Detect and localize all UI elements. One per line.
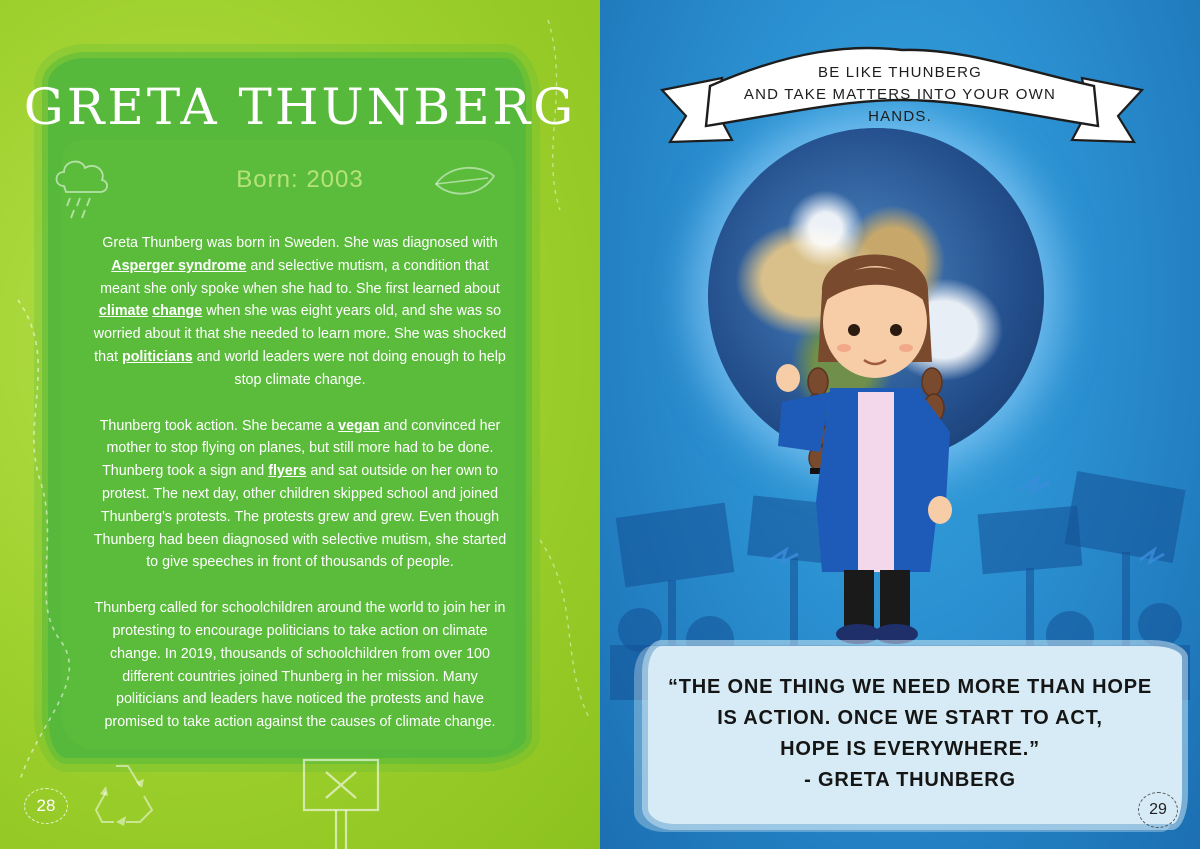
- quote: [660, 672, 1160, 796]
- text-run: when she was eight years old, and she was so worried about it that she needed to learn more. She was shocked that: [93, 303, 507, 365]
- recycle-icon: [86, 752, 166, 832]
- text-run: and world leaders were not doing enough to help stop climate change.: [192, 348, 506, 388]
- paragraph-1: [90, 232, 510, 392]
- glossary-link-asperger[interactable]: Asperger syndrome: [111, 257, 247, 274]
- page-number-right: 29: [1138, 792, 1178, 828]
- text-run: Thunberg took action. She became a: [99, 417, 339, 434]
- banner-line-1: BE LIKE THUNBERG: [818, 64, 982, 81]
- quote-line-2: IS ACTION. ONCE WE START TO ACT,: [717, 707, 1103, 729]
- paragraph-3: Thunberg called for schoolchildren around the world to join her in protesting to encourage politicians to take action on climate change. In 2019, thousands of schoolchildren from over 100 different countries joined Thunberg in her mission. Many politicians and leaders have noticed the protests and have promised to take action against the causes of climate change.: [94, 600, 506, 731]
- quote-line-3: HOPE IS EVERYWHERE.”: [780, 738, 1040, 760]
- banner-line-2: AND TAKE MATTERS INTO YOUR OWN HANDS.: [743, 86, 1057, 125]
- page-title: GRETA THUNBERG: [23, 78, 577, 136]
- glossary-link-politicians[interactable]: politicians: [121, 348, 193, 365]
- glossary-link-flyers[interactable]: flyers: [268, 463, 307, 480]
- quote-attribution: - GRETA THUNBERG: [804, 769, 1016, 791]
- page-number-left: 28: [24, 788, 68, 824]
- quote-line-1: “THE ONE THING WE NEED MORE THAN HOPE: [667, 676, 1153, 698]
- glossary-link-vegan[interactable]: vegan: [338, 417, 380, 434]
- born-year: Born: 2003: [236, 166, 364, 193]
- greta-character-illustration: [760, 232, 990, 652]
- glossary-link-climate[interactable]: climate: [98, 303, 149, 320]
- paragraph-2: [90, 415, 510, 575]
- text-run: and selective mutism, a condition that meant she only spoke when she had to. She first learned about: [100, 257, 500, 297]
- glossary-link-change[interactable]: change: [152, 303, 203, 320]
- protest-sign-icon: [300, 756, 382, 849]
- text-run: Greta Thunberg was born in Sweden. She was diagnosed with: [102, 235, 498, 251]
- right-page: [600, 0, 1200, 849]
- banner-heading: [710, 62, 1090, 128]
- text-run: and convinced her mother to stop flying on planes, but still more had to be done. Thunberg took a sign and: [102, 417, 501, 480]
- text-run: and sat outside on her own to protest. The next day, other children skipped school and joined Thunberg's protests. The protests grew and grew. Even though Thunberg had been diagnosed with selective mutism, she started to give speeches in front of thousands of people.: [93, 463, 507, 571]
- biography-text: [90, 232, 510, 757]
